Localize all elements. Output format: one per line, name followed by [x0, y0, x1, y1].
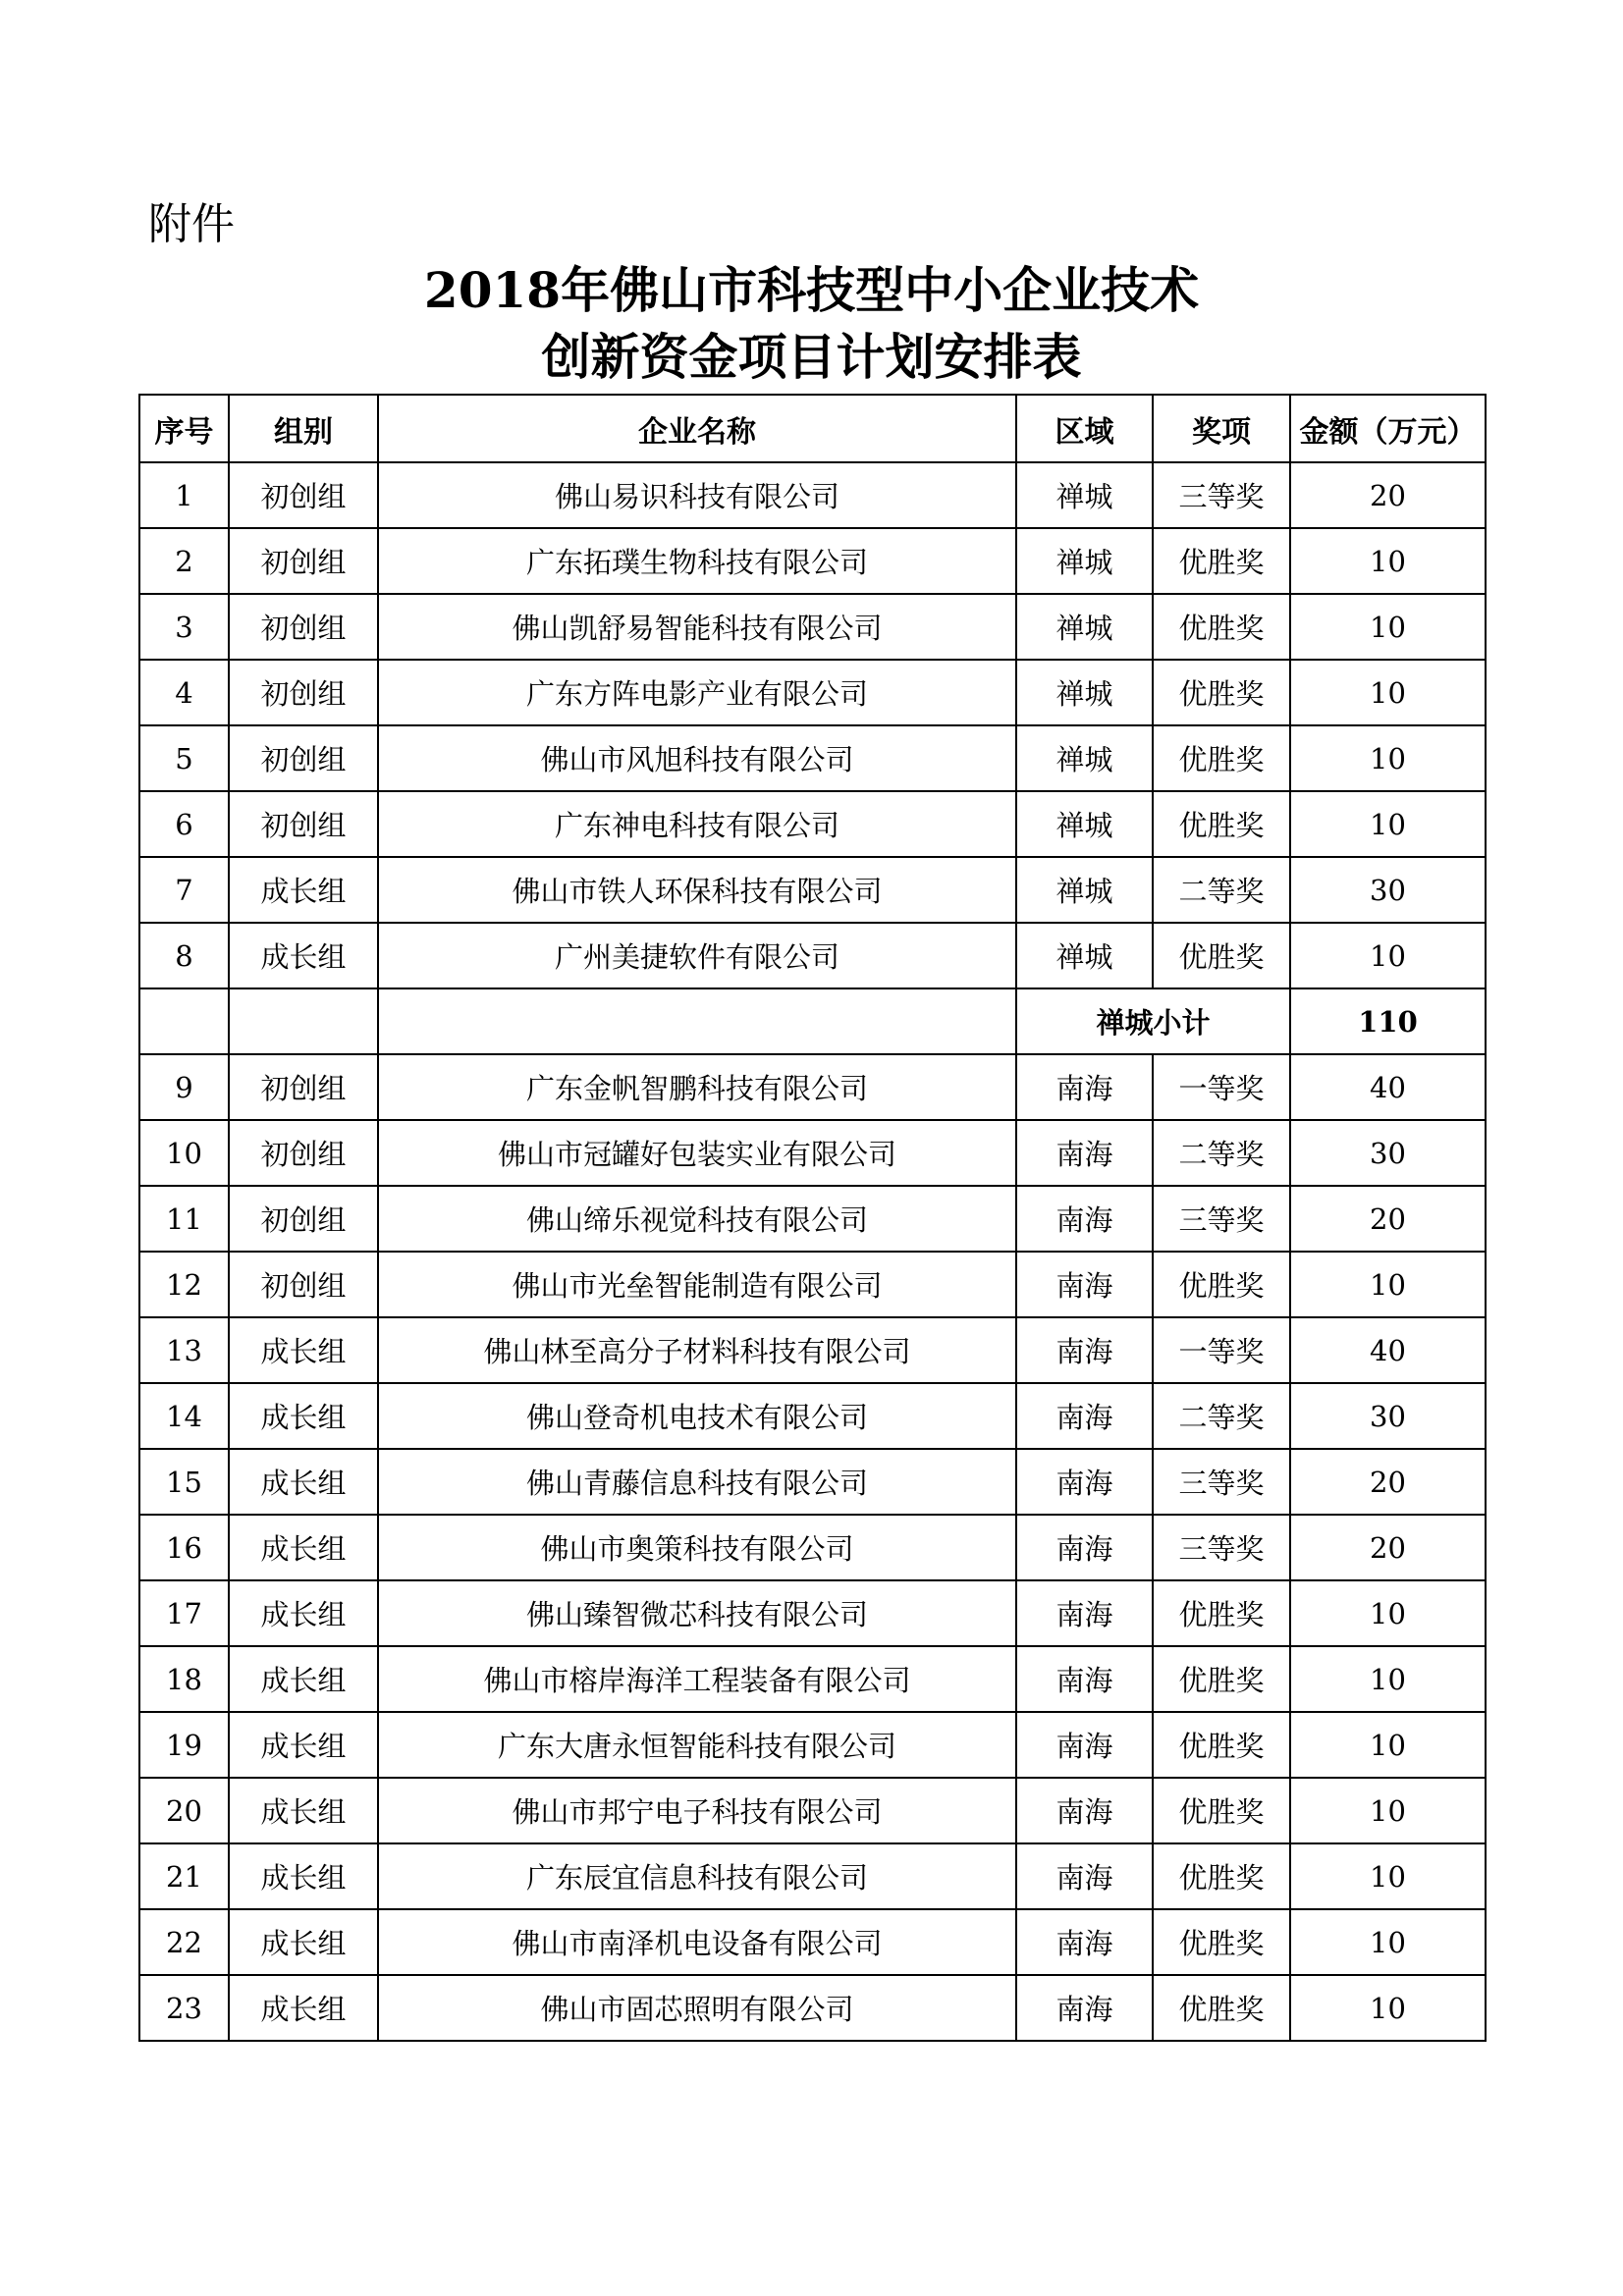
cell-award: 二等奖 [1153, 857, 1290, 923]
cell-award: 优胜奖 [1153, 1712, 1290, 1778]
cell-area: 南海 [1016, 1383, 1153, 1449]
cell-amount: 30 [1290, 857, 1486, 923]
cell-area: 禅城 [1016, 725, 1153, 791]
cell-no: 16 [139, 1515, 229, 1580]
cell-group: 初创组 [229, 594, 378, 660]
cell-company: 广东神电科技有限公司 [378, 791, 1016, 857]
cell-area: 南海 [1016, 1317, 1153, 1383]
cell-company: 佛山市风旭科技有限公司 [378, 725, 1016, 791]
table-row [139, 1054, 1486, 1120]
cell-award: 优胜奖 [1153, 791, 1290, 857]
cell-group: 成长组 [229, 1449, 378, 1515]
cell-group: 成长组 [229, 857, 378, 923]
cell-no: 8 [139, 923, 229, 988]
cell-amount: 10 [1290, 923, 1486, 988]
cell-area: 南海 [1016, 1252, 1153, 1317]
cell-group: 成长组 [229, 1975, 378, 2041]
cell-group: 初创组 [229, 1054, 378, 1120]
table-row [139, 1712, 1486, 1778]
table-row [139, 462, 1486, 528]
cell-company: 佛山登奇机电技术有限公司 [378, 1383, 1016, 1449]
cell-no: 1 [139, 462, 229, 528]
cell-no: 13 [139, 1317, 229, 1383]
cell-group: 初创组 [229, 1252, 378, 1317]
cell-company: 佛山市南泽机电设备有限公司 [378, 1909, 1016, 1975]
cell-award: 优胜奖 [1153, 1778, 1290, 1843]
cell-group: 成长组 [229, 1712, 378, 1778]
title-line-2: 创新资金项目计划安排表 [541, 328, 1082, 386]
cell-group: 初创组 [229, 462, 378, 528]
cell-award: 优胜奖 [1153, 528, 1290, 594]
cell-amount: 10 [1290, 1712, 1486, 1778]
cell-company: 广东金帆智鹏科技有限公司 [378, 1054, 1016, 1120]
cell-company: 佛山市冠罐好包装实业有限公司 [378, 1120, 1016, 1186]
cell-amount: 10 [1290, 1646, 1486, 1712]
table-row [139, 1449, 1486, 1515]
cell-company: 广东大唐永恒智能科技有限公司 [378, 1712, 1016, 1778]
document-title [0, 257, 1623, 391]
table-row [139, 1317, 1486, 1383]
cell-area: 禅城 [1016, 594, 1153, 660]
cell-no: 2 [139, 528, 229, 594]
cell-company: 广州美捷软件有限公司 [378, 923, 1016, 988]
cell-no: 21 [139, 1843, 229, 1909]
cell-no: 19 [139, 1712, 229, 1778]
title-line-1: 2018年佛山市科技型中小企业技术 [423, 261, 1200, 319]
cell-award: 优胜奖 [1153, 923, 1290, 988]
cell-amount: 10 [1290, 1580, 1486, 1646]
table-row [139, 1580, 1486, 1646]
cell-group: 成长组 [229, 1646, 378, 1712]
cell-amount: 10 [1290, 791, 1486, 857]
cell-company: 佛山市固芯照明有限公司 [378, 1975, 1016, 2041]
table-row [139, 1120, 1486, 1186]
cell-amount: 30 [1290, 1120, 1486, 1186]
table-row [139, 1843, 1486, 1909]
cell-award: 二等奖 [1153, 1383, 1290, 1449]
cell-amount: 10 [1290, 1843, 1486, 1909]
cell-award: 三等奖 [1153, 1186, 1290, 1252]
cell-company: 佛山缔乐视觉科技有限公司 [378, 1186, 1016, 1252]
cell-amount: 10 [1290, 1909, 1486, 1975]
cell-company: 佛山青藤信息科技有限公司 [378, 1449, 1016, 1515]
column-header-amount: 金额（万元） [1290, 395, 1486, 462]
cell-amount: 40 [1290, 1317, 1486, 1383]
cell-award: 优胜奖 [1153, 1975, 1290, 2041]
cell-group: 初创组 [229, 1186, 378, 1252]
column-header-area: 区域 [1016, 395, 1153, 462]
cell-area: 南海 [1016, 1646, 1153, 1712]
table-row [139, 1383, 1486, 1449]
table-row [139, 1778, 1486, 1843]
cell-award: 优胜奖 [1153, 1843, 1290, 1909]
cell-company: 佛山易识科技有限公司 [378, 462, 1016, 528]
cell-group: 初创组 [229, 660, 378, 725]
cell-award: 二等奖 [1153, 1120, 1290, 1186]
table-row [139, 1515, 1486, 1580]
table-row [139, 923, 1486, 988]
cell-amount: 30 [1290, 1383, 1486, 1449]
cell-no: 15 [139, 1449, 229, 1515]
cell-award: 优胜奖 [1153, 660, 1290, 725]
cell-no: 10 [139, 1120, 229, 1186]
cell-area: 南海 [1016, 1580, 1153, 1646]
cell-amount: 10 [1290, 1252, 1486, 1317]
cell-amount: 20 [1290, 1449, 1486, 1515]
cell-no: 22 [139, 1909, 229, 1975]
cell-no: 18 [139, 1646, 229, 1712]
cell-award: 优胜奖 [1153, 1909, 1290, 1975]
cell-amount: 10 [1290, 594, 1486, 660]
cell-area: 南海 [1016, 1186, 1153, 1252]
cell-no: 7 [139, 857, 229, 923]
empty-cell [229, 988, 378, 1054]
column-header-no: 序号 [139, 395, 229, 462]
cell-group: 成长组 [229, 1383, 378, 1449]
cell-group: 成长组 [229, 923, 378, 988]
attachment-label: 附件 [148, 199, 235, 249]
column-header-award: 奖项 [1153, 395, 1290, 462]
table-row [139, 725, 1486, 791]
empty-cell [378, 988, 1016, 1054]
cell-group: 初创组 [229, 725, 378, 791]
cell-no: 14 [139, 1383, 229, 1449]
cell-group: 成长组 [229, 1778, 378, 1843]
cell-company: 佛山凯舒易智能科技有限公司 [378, 594, 1016, 660]
cell-company: 佛山市邦宁电子科技有限公司 [378, 1778, 1016, 1843]
cell-no: 20 [139, 1778, 229, 1843]
table-row [139, 1909, 1486, 1975]
subtotal-row [139, 988, 1486, 1054]
cell-company: 佛山林至高分子材料科技有限公司 [378, 1317, 1016, 1383]
cell-group: 成长组 [229, 1843, 378, 1909]
table-row [139, 528, 1486, 594]
column-header-group: 组别 [229, 395, 378, 462]
table-row [139, 1186, 1486, 1252]
cell-no: 23 [139, 1975, 229, 2041]
cell-group: 成长组 [229, 1515, 378, 1580]
cell-group: 初创组 [229, 791, 378, 857]
cell-group: 初创组 [229, 528, 378, 594]
empty-cell [139, 988, 229, 1054]
cell-award: 三等奖 [1153, 1449, 1290, 1515]
cell-group: 成长组 [229, 1580, 378, 1646]
cell-award: 优胜奖 [1153, 725, 1290, 791]
cell-award: 优胜奖 [1153, 594, 1290, 660]
column-header-company: 企业名称 [378, 395, 1016, 462]
cell-group: 成长组 [229, 1909, 378, 1975]
cell-area: 南海 [1016, 1909, 1153, 1975]
cell-amount: 20 [1290, 1186, 1486, 1252]
cell-no: 12 [139, 1252, 229, 1317]
cell-no: 6 [139, 791, 229, 857]
cell-company: 广东辰宜信息科技有限公司 [378, 1843, 1016, 1909]
cell-company: 广东拓璞生物科技有限公司 [378, 528, 1016, 594]
cell-company: 佛山市榕岸海洋工程装备有限公司 [378, 1646, 1016, 1712]
cell-amount: 40 [1290, 1054, 1486, 1120]
cell-amount: 10 [1290, 660, 1486, 725]
cell-area: 南海 [1016, 1712, 1153, 1778]
cell-area: 南海 [1016, 1778, 1153, 1843]
cell-no: 3 [139, 594, 229, 660]
cell-area: 禅城 [1016, 528, 1153, 594]
cell-area: 南海 [1016, 1054, 1153, 1120]
cell-group: 初创组 [229, 1120, 378, 1186]
cell-company: 佛山市铁人环保科技有限公司 [378, 857, 1016, 923]
cell-area: 南海 [1016, 1843, 1153, 1909]
cell-area: 南海 [1016, 1120, 1153, 1186]
cell-area: 禅城 [1016, 857, 1153, 923]
cell-award: 三等奖 [1153, 462, 1290, 528]
cell-company: 佛山市奥策科技有限公司 [378, 1515, 1016, 1580]
cell-no: 4 [139, 660, 229, 725]
cell-award: 优胜奖 [1153, 1252, 1290, 1317]
table-row [139, 1646, 1486, 1712]
cell-amount: 20 [1290, 1515, 1486, 1580]
table-row [139, 857, 1486, 923]
cell-no: 17 [139, 1580, 229, 1646]
cell-amount: 10 [1290, 725, 1486, 791]
cell-amount: 10 [1290, 1778, 1486, 1843]
table-row [139, 660, 1486, 725]
cell-amount: 20 [1290, 462, 1486, 528]
table-row [139, 1975, 1486, 2041]
cell-award: 优胜奖 [1153, 1580, 1290, 1646]
cell-company: 佛山臻智微芯科技有限公司 [378, 1580, 1016, 1646]
cell-area: 禅城 [1016, 923, 1153, 988]
table-row [139, 594, 1486, 660]
cell-award: 一等奖 [1153, 1317, 1290, 1383]
subtotal-label: 禅城小计 [1016, 988, 1290, 1054]
table-row [139, 791, 1486, 857]
cell-no: 11 [139, 1186, 229, 1252]
cell-award: 优胜奖 [1153, 1646, 1290, 1712]
cell-area: 南海 [1016, 1515, 1153, 1580]
subtotal-amount: 110 [1290, 988, 1486, 1054]
cell-no: 9 [139, 1054, 229, 1120]
cell-amount: 10 [1290, 528, 1486, 594]
cell-company: 广东方阵电影产业有限公司 [378, 660, 1016, 725]
cell-area: 禅城 [1016, 660, 1153, 725]
cell-award: 三等奖 [1153, 1515, 1290, 1580]
funding-plan-table [138, 394, 1487, 2042]
cell-no: 5 [139, 725, 229, 791]
cell-award: 一等奖 [1153, 1054, 1290, 1120]
cell-area: 禅城 [1016, 791, 1153, 857]
table-header-row [139, 395, 1486, 462]
cell-group: 成长组 [229, 1317, 378, 1383]
cell-company: 佛山市光垒智能制造有限公司 [378, 1252, 1016, 1317]
cell-amount: 10 [1290, 1975, 1486, 2041]
cell-area: 南海 [1016, 1449, 1153, 1515]
table-row [139, 1252, 1486, 1317]
cell-area: 禅城 [1016, 462, 1153, 528]
cell-area: 南海 [1016, 1975, 1153, 2041]
